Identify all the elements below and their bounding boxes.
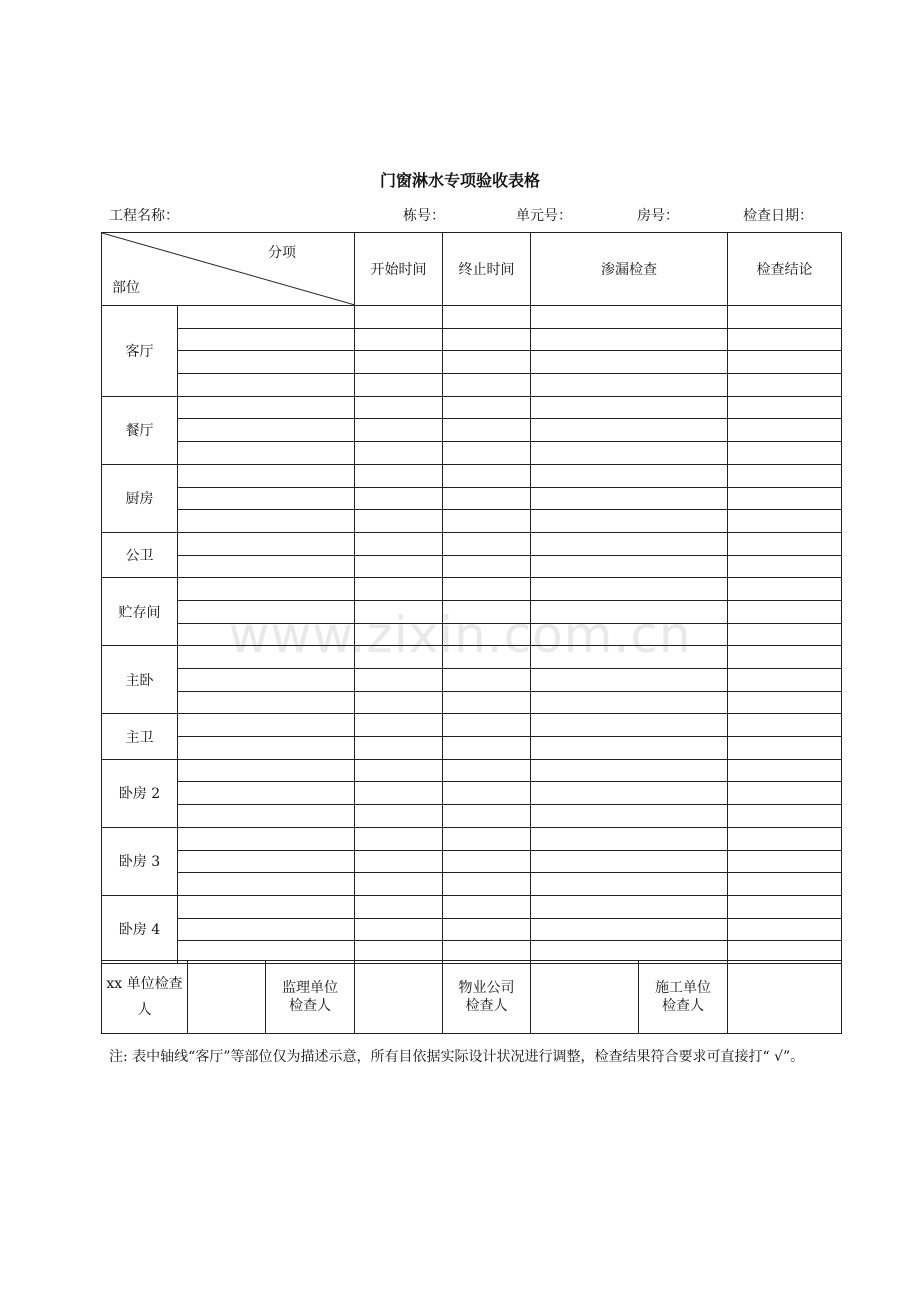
start-time-field[interactable] xyxy=(355,487,443,510)
construction-label-line2: 检查人 xyxy=(662,998,704,1014)
signature-table xyxy=(101,960,842,1034)
table-row xyxy=(102,873,842,896)
table-row xyxy=(102,396,842,419)
start-time-field[interactable] xyxy=(355,850,443,873)
construction-label-line1: 施工单位 xyxy=(655,980,711,996)
inspection-table-body xyxy=(102,233,842,964)
conclusion-field[interactable] xyxy=(728,669,842,692)
location-cell: 餐厅 xyxy=(102,396,178,464)
end-time-field[interactable] xyxy=(443,918,531,941)
end-time-field[interactable] xyxy=(443,850,531,873)
end-time-field[interactable] xyxy=(443,419,531,442)
item-field[interactable] xyxy=(178,759,355,782)
start-time-field[interactable] xyxy=(355,827,443,850)
table-row xyxy=(102,555,842,578)
table-row xyxy=(102,532,842,555)
table-row xyxy=(102,487,842,510)
item-field[interactable] xyxy=(178,396,355,419)
inspector-signature-field[interactable] xyxy=(188,961,266,1034)
conclusion-field[interactable] xyxy=(728,918,842,941)
end-time-field[interactable] xyxy=(443,623,531,646)
item-field[interactable] xyxy=(178,895,355,918)
construction-signature-field[interactable] xyxy=(728,961,842,1034)
table-header-row xyxy=(102,233,842,306)
supervisor-label xyxy=(266,961,355,1034)
item-field[interactable] xyxy=(178,487,355,510)
conclusion-field[interactable] xyxy=(728,737,842,760)
start-time-field[interactable] xyxy=(355,328,443,351)
table-row xyxy=(102,510,842,533)
leak-check-field[interactable] xyxy=(531,737,728,760)
conclusion-field[interactable] xyxy=(728,396,842,419)
conclusion-field[interactable] xyxy=(728,351,842,374)
conclusion-field[interactable] xyxy=(728,805,842,828)
conclusion-header: 检查结论 xyxy=(728,233,842,306)
item-header-label: 分项 xyxy=(268,245,296,261)
start-time-field[interactable] xyxy=(355,623,443,646)
conclusion-field[interactable] xyxy=(728,555,842,578)
table-row xyxy=(102,419,842,442)
leak-check-field[interactable] xyxy=(531,419,728,442)
end-time-field[interactable] xyxy=(443,600,531,623)
footnote: 注: 表中轴线“客厅”等部位仅为描述示意，所有目依据实际设计状况进行调整，检查结果符合要求可直接打“ √”。 xyxy=(109,1049,805,1065)
conclusion-field[interactable] xyxy=(728,487,842,510)
location-cell: 主卧 xyxy=(102,646,178,714)
start-time-field[interactable] xyxy=(355,646,443,669)
item-field[interactable] xyxy=(178,918,355,941)
end-time-field[interactable] xyxy=(443,396,531,419)
end-time-field[interactable] xyxy=(443,646,531,669)
table-row xyxy=(102,464,842,487)
leak-check-field[interactable] xyxy=(531,306,728,329)
start-time-field[interactable] xyxy=(355,691,443,714)
leak-check-field[interactable] xyxy=(531,600,728,623)
item-field[interactable] xyxy=(178,600,355,623)
item-field[interactable] xyxy=(178,782,355,805)
item-field[interactable] xyxy=(178,737,355,760)
end-time-field[interactable] xyxy=(443,669,531,692)
end-time-field[interactable] xyxy=(443,691,531,714)
leak-check-field[interactable] xyxy=(531,691,728,714)
end-time-field[interactable] xyxy=(443,464,531,487)
room-number-label: 房号： xyxy=(637,208,679,224)
item-field[interactable] xyxy=(178,306,355,329)
item-field[interactable] xyxy=(178,464,355,487)
conclusion-field[interactable] xyxy=(728,873,842,896)
end-time-field[interactable] xyxy=(443,759,531,782)
start-time-field[interactable] xyxy=(355,351,443,374)
leak-check-field[interactable] xyxy=(531,623,728,646)
leak-check-field[interactable] xyxy=(531,827,728,850)
leak-check-field[interactable] xyxy=(531,464,728,487)
start-time-field[interactable] xyxy=(355,374,443,397)
supervisor-label-line1: 监理单位 xyxy=(282,980,338,996)
conclusion-field[interactable] xyxy=(728,714,842,737)
start-time-field[interactable] xyxy=(355,759,443,782)
start-time-field[interactable] xyxy=(355,419,443,442)
start-time-field[interactable] xyxy=(355,737,443,760)
end-time-field[interactable] xyxy=(443,351,531,374)
table-row xyxy=(102,737,842,760)
inspector-label: xx 单位检查人 xyxy=(102,961,188,1034)
leak-check-field[interactable] xyxy=(531,442,728,465)
item-field[interactable] xyxy=(178,805,355,828)
conclusion-field[interactable] xyxy=(728,532,842,555)
table-row xyxy=(102,578,842,601)
start-time-field[interactable] xyxy=(355,442,443,465)
table-row xyxy=(102,374,842,397)
leak-check-field[interactable] xyxy=(531,555,728,578)
construction-label xyxy=(639,961,728,1034)
table-row xyxy=(102,646,842,669)
item-field[interactable] xyxy=(178,328,355,351)
end-time-field[interactable] xyxy=(443,782,531,805)
end-time-field[interactable] xyxy=(443,873,531,896)
end-time-field[interactable] xyxy=(443,374,531,397)
location-cell: 贮存间 xyxy=(102,578,178,646)
item-field[interactable] xyxy=(178,646,355,669)
table-row xyxy=(102,895,842,918)
diagonal-header-cell xyxy=(102,233,355,306)
item-field[interactable] xyxy=(178,873,355,896)
item-field[interactable] xyxy=(178,850,355,873)
unit-number-label: 单元号： xyxy=(516,208,572,224)
start-time-field[interactable] xyxy=(355,895,443,918)
table-row xyxy=(102,328,842,351)
start-time-header: 开始时间 xyxy=(355,233,443,306)
building-number-label: 栋号： xyxy=(403,208,445,224)
location-cell: 客厅 xyxy=(102,306,178,397)
table-row xyxy=(102,623,842,646)
leak-check-field[interactable] xyxy=(531,351,728,374)
item-field[interactable] xyxy=(178,669,355,692)
location-cell: 卧房 4 xyxy=(102,895,178,963)
leak-check-field[interactable] xyxy=(531,487,728,510)
location-cell: 公卫 xyxy=(102,532,178,577)
start-time-field[interactable] xyxy=(355,805,443,828)
table-row xyxy=(102,442,842,465)
project-name-label: 工程名称： xyxy=(109,208,179,224)
leak-check-field[interactable] xyxy=(531,328,728,351)
location-cell: 卧房 3 xyxy=(102,827,178,895)
leak-check-field[interactable] xyxy=(531,646,728,669)
end-time-field[interactable] xyxy=(443,532,531,555)
table-row xyxy=(102,805,842,828)
table-row xyxy=(102,782,842,805)
start-time-field[interactable] xyxy=(355,532,443,555)
table-row xyxy=(102,759,842,782)
conclusion-field[interactable] xyxy=(728,510,842,533)
start-time-field[interactable] xyxy=(355,306,443,329)
end-time-field[interactable] xyxy=(443,487,531,510)
item-field[interactable] xyxy=(178,691,355,714)
watermark: www.zixin.com.cn xyxy=(228,606,692,664)
item-field[interactable] xyxy=(178,419,355,442)
table-row xyxy=(102,827,842,850)
leak-check-field[interactable] xyxy=(531,782,728,805)
leak-check-field[interactable] xyxy=(531,759,728,782)
leak-check-header: 渗漏检查 xyxy=(531,233,728,306)
start-time-field[interactable] xyxy=(355,782,443,805)
item-field[interactable] xyxy=(178,374,355,397)
conclusion-field[interactable] xyxy=(728,306,842,329)
table-row xyxy=(102,669,842,692)
start-time-field[interactable] xyxy=(355,873,443,896)
conclusion-field[interactable] xyxy=(728,623,842,646)
supervisor-label-line2: 检查人 xyxy=(289,998,331,1014)
conclusion-field[interactable] xyxy=(728,691,842,714)
form-title: 门窗淋水专项验收表格 xyxy=(379,171,540,190)
leak-check-field[interactable] xyxy=(531,374,728,397)
conclusion-field[interactable] xyxy=(728,328,842,351)
end-time-field[interactable] xyxy=(443,442,531,465)
property-signature-field[interactable] xyxy=(531,961,639,1034)
start-time-field[interactable] xyxy=(355,714,443,737)
start-time-field[interactable] xyxy=(355,396,443,419)
location-header-label: 部位 xyxy=(112,280,140,296)
property-label-line2: 检查人 xyxy=(465,998,508,1014)
end-time-header: 终止时间 xyxy=(443,233,531,306)
conclusion-field[interactable] xyxy=(728,646,842,669)
location-cell: 厨房 xyxy=(102,464,178,532)
conclusion-field[interactable] xyxy=(728,895,842,918)
end-time-field[interactable] xyxy=(443,805,531,828)
item-field[interactable] xyxy=(178,510,355,533)
end-time-field[interactable] xyxy=(443,827,531,850)
start-time-field[interactable] xyxy=(355,600,443,623)
item-field[interactable] xyxy=(178,555,355,578)
table-row xyxy=(102,691,842,714)
table-row xyxy=(102,306,842,329)
location-cell: 主卫 xyxy=(102,714,178,759)
conclusion-field[interactable] xyxy=(728,578,842,601)
item-field[interactable] xyxy=(178,351,355,374)
inspection-date-label: 检查日期： xyxy=(743,208,813,224)
end-time-field[interactable] xyxy=(443,328,531,351)
table-row xyxy=(102,918,842,941)
table-row xyxy=(102,850,842,873)
start-time-field[interactable] xyxy=(355,669,443,692)
leak-check-field[interactable] xyxy=(531,510,728,533)
item-field[interactable] xyxy=(178,442,355,465)
leak-check-field[interactable] xyxy=(531,532,728,555)
end-time-field[interactable] xyxy=(443,578,531,601)
start-time-field[interactable] xyxy=(355,510,443,533)
inspection-table xyxy=(101,232,842,964)
property-label-line1: 物业公司 xyxy=(458,980,515,996)
leak-check-field[interactable] xyxy=(531,873,728,896)
conclusion-field[interactable] xyxy=(728,759,842,782)
conclusion-field[interactable] xyxy=(728,782,842,805)
conclusion-field[interactable] xyxy=(728,850,842,873)
start-time-field[interactable] xyxy=(355,464,443,487)
leak-check-field[interactable] xyxy=(531,805,728,828)
item-field[interactable] xyxy=(178,714,355,737)
start-time-field[interactable] xyxy=(355,918,443,941)
table-row xyxy=(102,714,842,737)
supervisor-signature-field[interactable] xyxy=(355,961,443,1034)
location-cell: 卧房 2 xyxy=(102,759,178,827)
table-row xyxy=(102,351,842,374)
end-time-field[interactable] xyxy=(443,714,531,737)
property-label xyxy=(443,961,531,1034)
leak-check-field[interactable] xyxy=(531,918,728,941)
leak-check-field[interactable] xyxy=(531,714,728,737)
item-field[interactable] xyxy=(178,532,355,555)
conclusion-field[interactable] xyxy=(728,419,842,442)
end-time-field[interactable] xyxy=(443,895,531,918)
leak-check-field[interactable] xyxy=(531,396,728,419)
leak-check-field[interactable] xyxy=(531,669,728,692)
end-time-field[interactable] xyxy=(443,737,531,760)
conclusion-field[interactable] xyxy=(728,442,842,465)
table-row xyxy=(102,600,842,623)
signature-row xyxy=(102,961,842,1034)
end-time-field[interactable] xyxy=(443,510,531,533)
item-field[interactable] xyxy=(178,578,355,601)
item-field[interactable] xyxy=(178,623,355,646)
start-time-field[interactable] xyxy=(355,578,443,601)
start-time-field[interactable] xyxy=(355,555,443,578)
leak-check-field[interactable] xyxy=(531,850,728,873)
conclusion-field[interactable] xyxy=(728,374,842,397)
conclusion-field[interactable] xyxy=(728,464,842,487)
leak-check-field[interactable] xyxy=(531,578,728,601)
end-time-field[interactable] xyxy=(443,555,531,578)
conclusion-field[interactable] xyxy=(728,827,842,850)
conclusion-field[interactable] xyxy=(728,600,842,623)
leak-check-field[interactable] xyxy=(531,895,728,918)
end-time-field[interactable] xyxy=(443,306,531,329)
item-field[interactable] xyxy=(178,827,355,850)
